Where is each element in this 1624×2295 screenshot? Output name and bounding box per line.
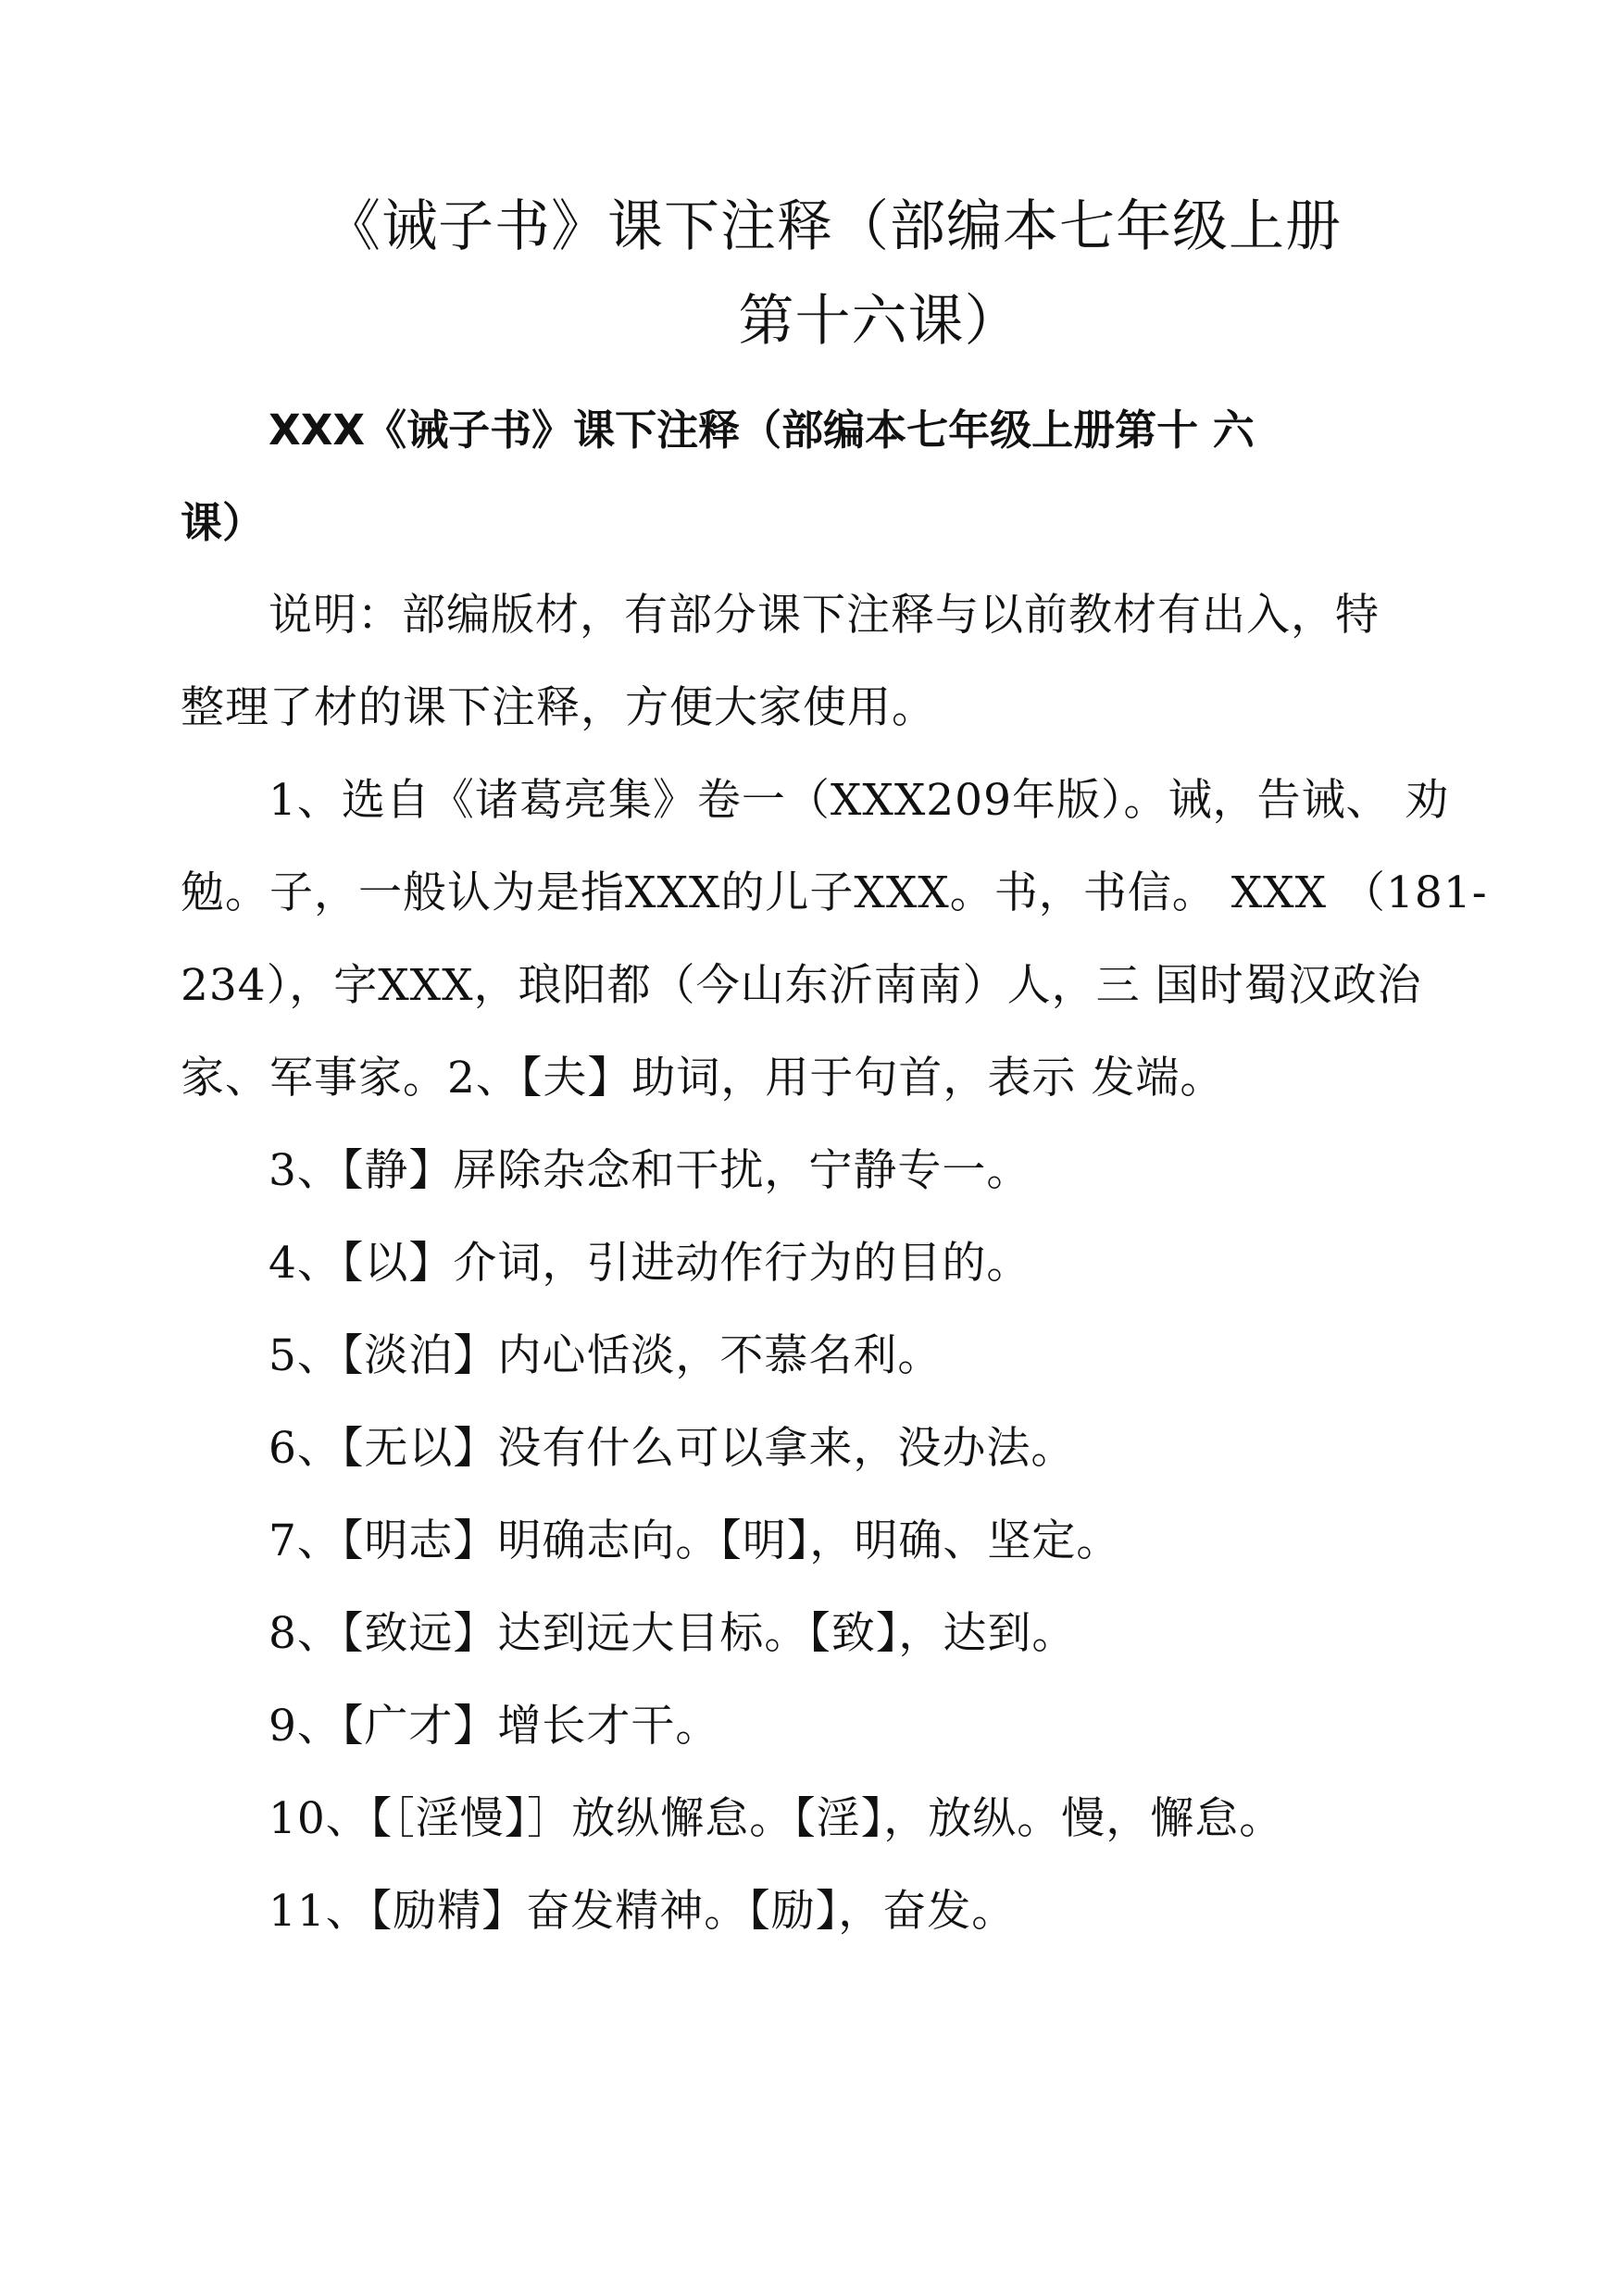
note-1-line-4: 家、军事家。2、【夫】助词，用于句首，表示 发端。 <box>181 1053 1225 1104</box>
intro-line-2: 整理了材的课下注释，方便大家使用。 <box>181 682 936 733</box>
note-item: 11、【励精】奋发精神。【励】，奋发。 <box>269 1886 1017 1937</box>
note-1-line-3: 234），字XXX，琅阳都（今山东沂南南）人，三 国时蜀汉政治 <box>181 960 1422 1011</box>
note-1-line-1: 1、选自《诸葛亮集》卷一（XXX209年版）。诫，告诫、 劝 <box>269 775 1450 826</box>
note-item: 9、【广才】增长才干。 <box>269 1701 720 1752</box>
note-item: 3、【静】屏除杂念和干扰，宁静专一。 <box>269 1145 1031 1196</box>
intro-line-1: 说明：部编版材，有部分课下注释与以前教材有出入，特 <box>269 590 1380 641</box>
note-item: 4、【以】介词，引进动作行为的目的。 <box>269 1238 1031 1289</box>
note-item: 6、【无以】没有什么可以拿来，没办法。 <box>269 1423 1076 1474</box>
note-item: 10、【［淫慢】］放纵懈怠。【淫】，放纵。慢，懈怠。 <box>269 1793 1284 1844</box>
note-item: 7、【明志】明确志向。【明】，明确、坚定。 <box>269 1515 1121 1566</box>
subtitle-line-2: 课） <box>181 498 265 547</box>
note-item: 5、【淡泊】内心恬淡，不慕名利。 <box>269 1330 943 1381</box>
note-item: 8、【致远】达到远大目标。【致】，达到。 <box>269 1608 1077 1659</box>
page-title-line-2: 第十六课） <box>738 289 1021 354</box>
page-title-line-1: 《诫子书》课下注释（部编本七年级上册 <box>325 194 1342 259</box>
note-1-line-2: 勉。子，一般认为是指XXX的儿子XXX。书，书信。 XXX （181- <box>181 867 1488 918</box>
subtitle-line-1: XXX《诫子书》课下注释（部编本七年级上册第十 六 <box>269 405 1255 455</box>
